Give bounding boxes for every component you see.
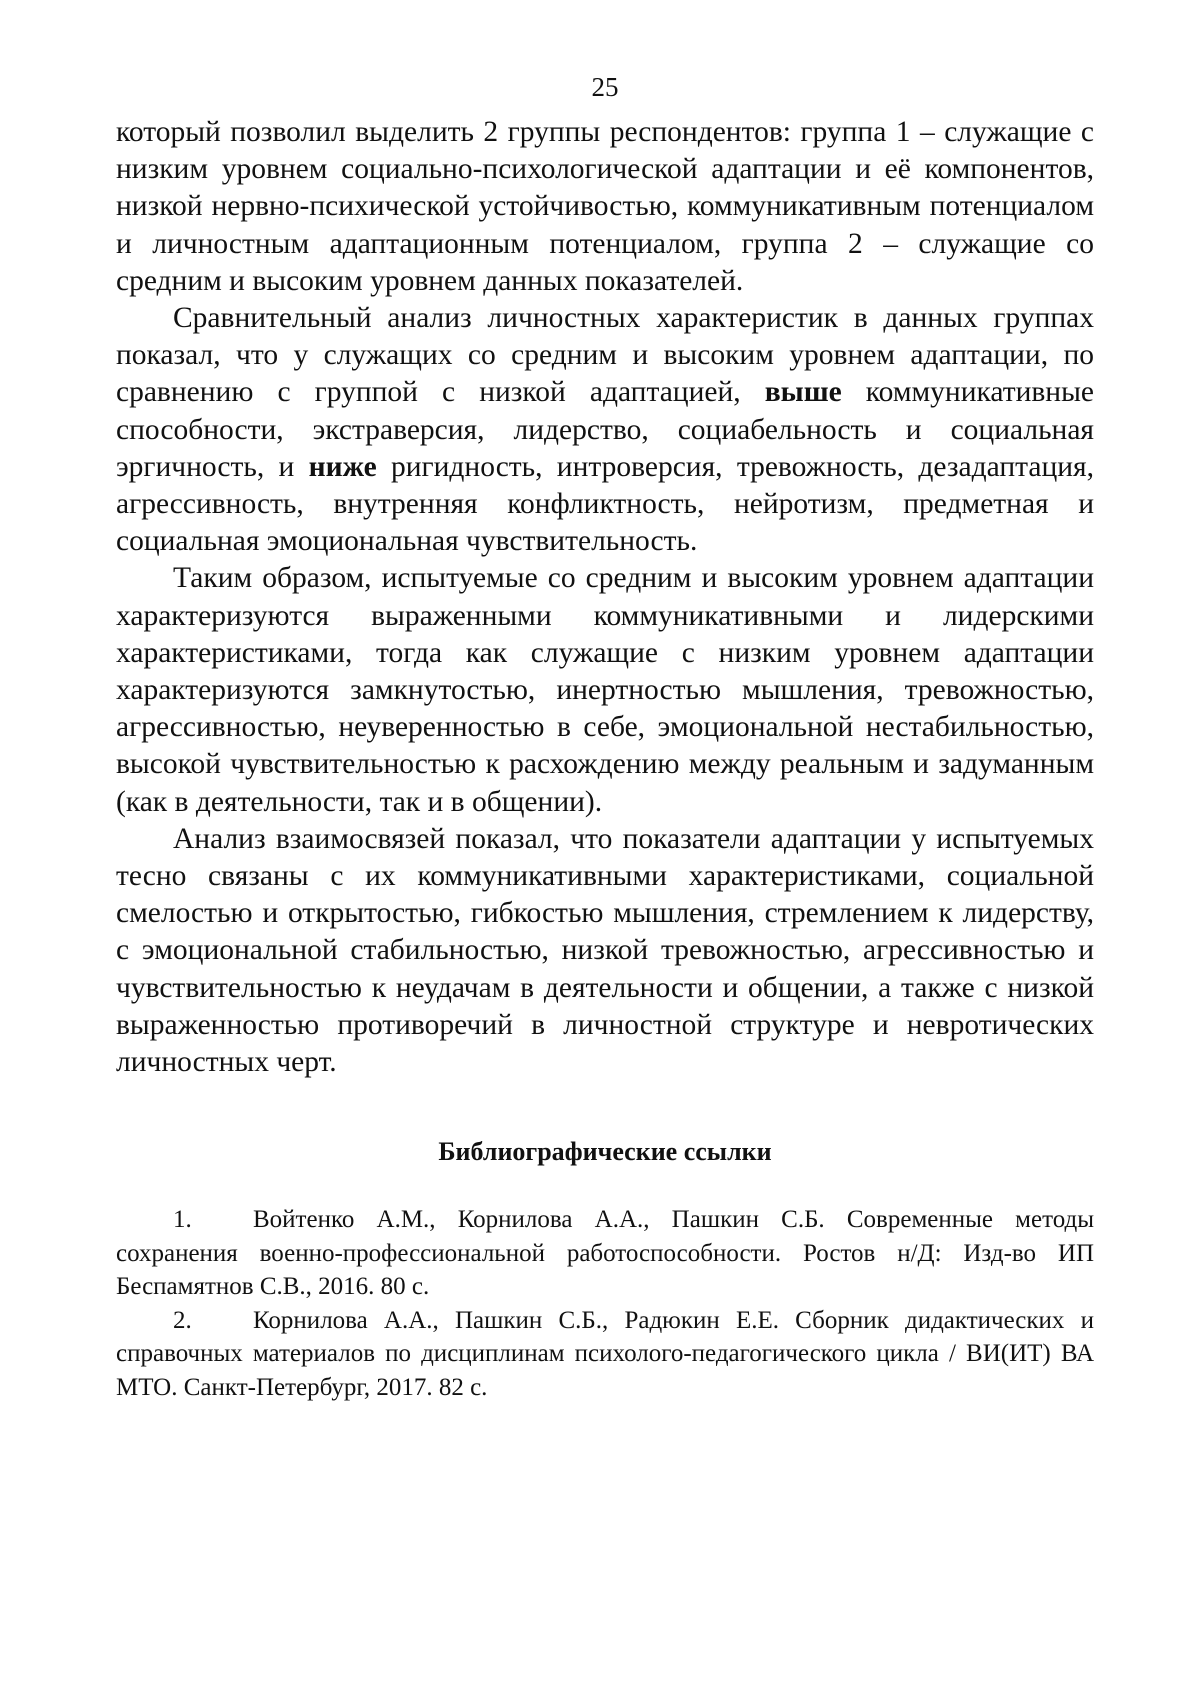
bibliography-item-number: 1. bbox=[173, 1206, 192, 1234]
document-page bbox=[116, 70, 1094, 1404]
bibliography-item-text: Войтенко А.М., Корнилова А.А., Пашкин С.Б. Современные методы сохранения военно-профессиональной работоспособности. Ростов н/Д: Изд-во ИП Беспамятнов С.В., 2016. 80 с. bbox=[116, 1206, 1094, 1301]
bibliography-list bbox=[116, 1203, 1094, 1404]
bibliography-item bbox=[116, 1203, 1094, 1304]
paragraph-4: Анализ взаимосвязей показал, что показатели адаптации у испытуемых тесно связаны с их коммуникативными характеристиками, социальной смелостью и открытостью, гибкостью мышления, стремлением к лидерству, с эмоциональной стабильностью, низкой тревожностью, агрессивностью и чувствительностью к неудачам в деятельности и общении, а также с низкой выраженностью противоречий в личностной структуре и невротических личностных черт. bbox=[116, 822, 1094, 1079]
paragraph-2-part-c: ригидность, интроверсия, тревожность, дезадаптация, агрессивность, внутренняя конфликтность, нейротизм, предметная и социальная эмоциональная чувствительность. bbox=[116, 450, 1095, 558]
emphasis-lower: ниже bbox=[308, 450, 377, 483]
body-text bbox=[116, 114, 1094, 1081]
page-number: 25 bbox=[591, 72, 619, 102]
bibliography-item-number: 2. bbox=[173, 1306, 192, 1334]
paragraph-2 bbox=[116, 300, 1094, 560]
paragraph-2-part-a: Сравнительный анализ личностных характеристик в данных группах показал, что у служащих со средним и высоким уровнем адаптации, по сравнению с группой с низкой адаптацией, bbox=[116, 302, 1094, 409]
paragraph-2-part-b: коммуникативные способности, экстраверсия, лидерство, социабельность и социальная эргичность, и bbox=[116, 376, 1095, 483]
bibliography-item bbox=[116, 1304, 1094, 1405]
bibliography-heading: Библиографические ссылки bbox=[438, 1137, 772, 1167]
paragraph-3: Таким образом, испытуемые со средним и высоким уровнем адаптации характеризуются выраженными коммуникативными и лидерскими характеристиками, тогда как служащие с низким уровнем адаптации характеризуются замкнутостью, инертностью мышления, тревожностью, агрессивностью, неуверенностью в себе, эмоциональной нестабильностью, высокой чувствительностью к расхождению между реальным и задуманным (как в деятельности, так и в общении). bbox=[116, 562, 1094, 818]
paragraph-1: который позволил выделить 2 группы респондентов: группа 1 – служащие с низким уровнем социально-психологической адаптации и её компонентов, низкой нервно-психической устойчивостью, коммуникативным потенциалом и личностным адаптационным потенциалом, группа 2 – служащие со средним и высоким уровнем данных показателей. bbox=[116, 116, 1094, 297]
bibliography-item-text: Корнилова А.А., Пашкин С.Б., Радюкин Е.Е. Сборник дидактических и справочных материалов по дисциплинам психолого-педагогического цикла / ВИ(ИТ) ВА МТО. Санкт-Петербург, 2017. 82 с. bbox=[116, 1306, 1094, 1401]
emphasis-higher: выше bbox=[764, 376, 842, 409]
